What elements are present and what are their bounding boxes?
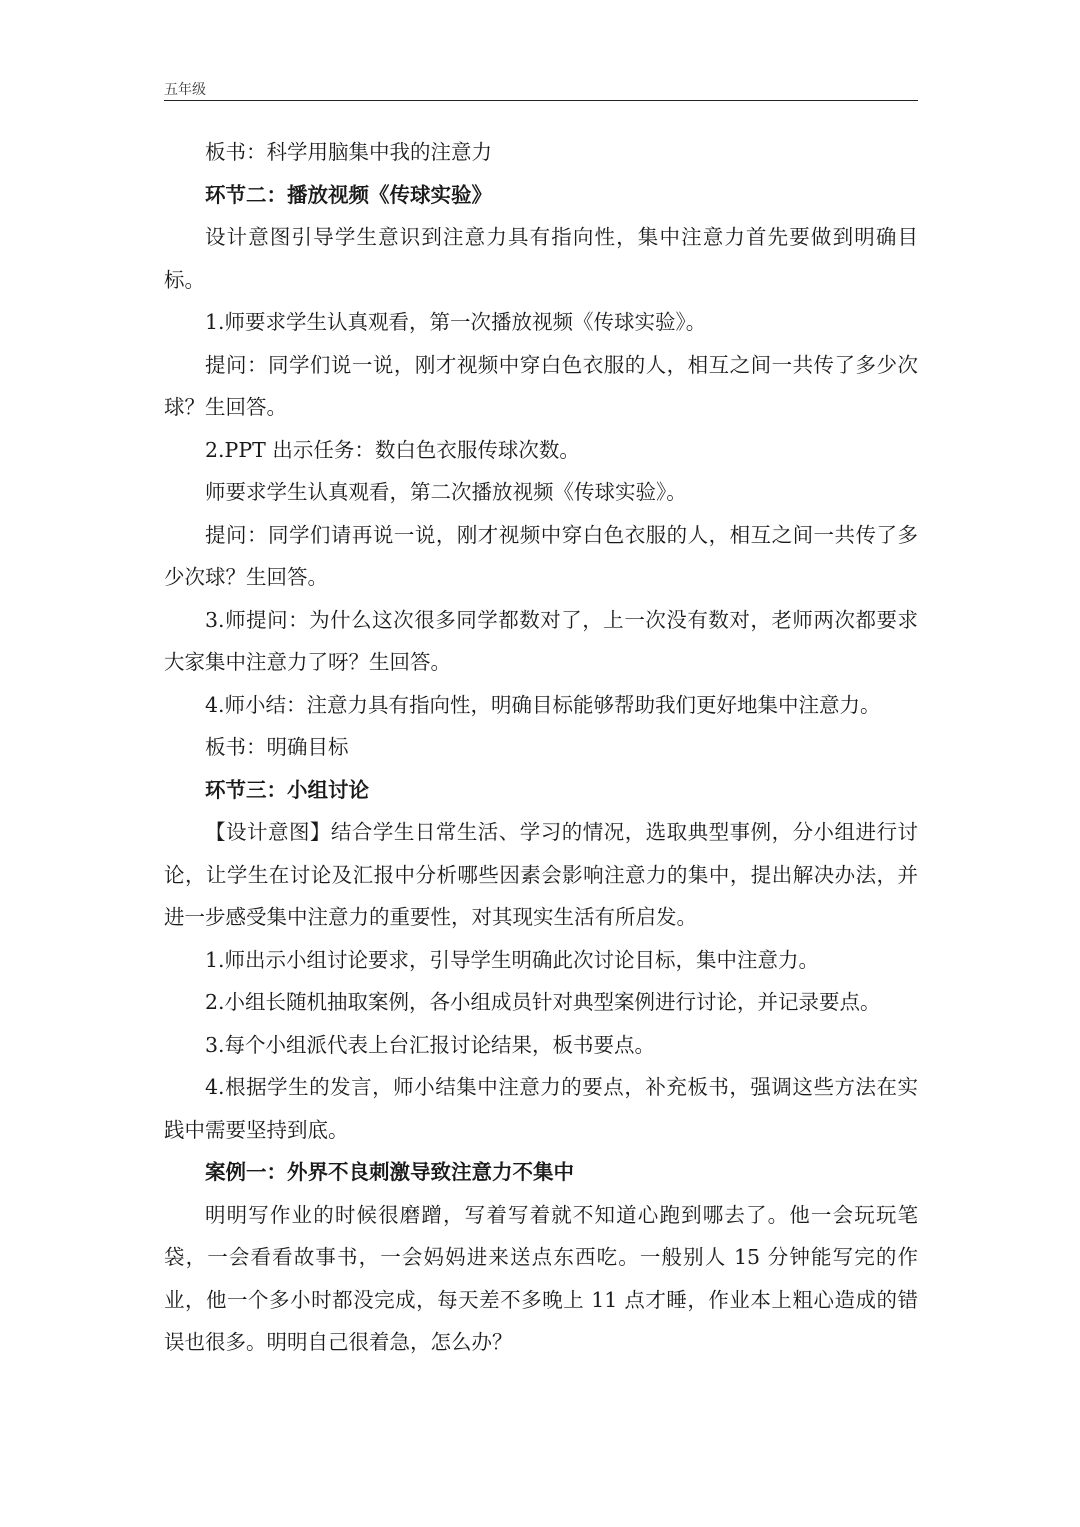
paragraph-second-play: 师要求学生认真观看，第二次播放视频《传球实验》。 — [205, 480, 687, 504]
section-heading-3: 环节三：小组讨论 — [205, 777, 369, 802]
paragraph-board-goal: 板书：明确目标 — [205, 735, 349, 759]
case-heading-1: 案例一：外界不良刺激导致注意力不集中 — [205, 1160, 574, 1184]
paragraph-group-step-3: 3.每个小组派代表上台汇报讨论结果，板书要点。 — [205, 1032, 656, 1057]
paragraph-design-intent-2: 设计意图引导学生意识到注意力具有指向性，集中注意力首先要做到明确目标。 — [164, 225, 918, 292]
paragraph-board-title: 板书：科学用脑集中我的注意力 — [205, 140, 492, 164]
page-header — [164, 76, 918, 101]
paragraph-step-2: 2.PPT 出示任务：数白色衣服传球次数。 — [205, 437, 580, 462]
paragraph-group-step-1: 1.师出示小组讨论要求，引导学生明确此次讨论目标，集中注意力。 — [205, 947, 820, 972]
paragraph-design-intent-3: 【设计意图】结合学生日常生活、学习的情况，选取典型事例，分小组进行讨论，让学生在讨论及汇报中分析哪些因素会影响注意力的集中，提出解决办法，并进一步感受集中注意力的重要性，对其现实生活有所启发。 — [164, 820, 918, 929]
paragraph-step-3: 3.师提问：为什么这次很多同学都数对了，上一次没有数对，老师两次都要求大家集中注意力了呀？生回答。 — [164, 607, 918, 674]
paragraph-question-1: 提问：同学们说一说，刚才视频中穿白色衣服的人，相互之间一共传了多少次球？生回答。 — [164, 352, 918, 419]
paragraph-case-1: 明明写作业的时候很磨蹭，写着写着就不知道心跑到哪去了。他一会玩玩笔袋，一会看看故事书，一会妈妈进来送点东西吃。一般别人 15 分钟能写完的作业，他一个多小时都没完成，每天差不多晚上 11 点才睡，作业本上粗心造成的错误也很多。明明自己很着急，怎么办？ — [164, 1202, 918, 1354]
paragraph-group-step-4: 4.根据学生的发言，师小结集中注意力的要点，补充板书，强调这些方法在实践中需要坚持到底。 — [164, 1075, 918, 1142]
paragraph-question-2: 提问：同学们请再说一说，刚才视频中穿白色衣服的人，相互之间一共传了多少次球？生回答。 — [164, 522, 918, 589]
paragraph-group-step-2: 2.小组长随机抽取案例，各小组成员针对典型案例进行讨论，并记录要点。 — [205, 990, 881, 1014]
header-grade-label: 五年级 — [164, 82, 206, 98]
paragraph-step-4: 4.师小结：注意力具有指向性，明确目标能够帮助我们更好地集中注意力。 — [205, 692, 881, 717]
paragraph-step-1: 1.师要求学生认真观看，第一次播放视频《传球实验》。 — [205, 310, 707, 334]
section-heading-2: 环节二：播放视频《传球实验》 — [205, 182, 492, 207]
document-body — [164, 131, 918, 1364]
